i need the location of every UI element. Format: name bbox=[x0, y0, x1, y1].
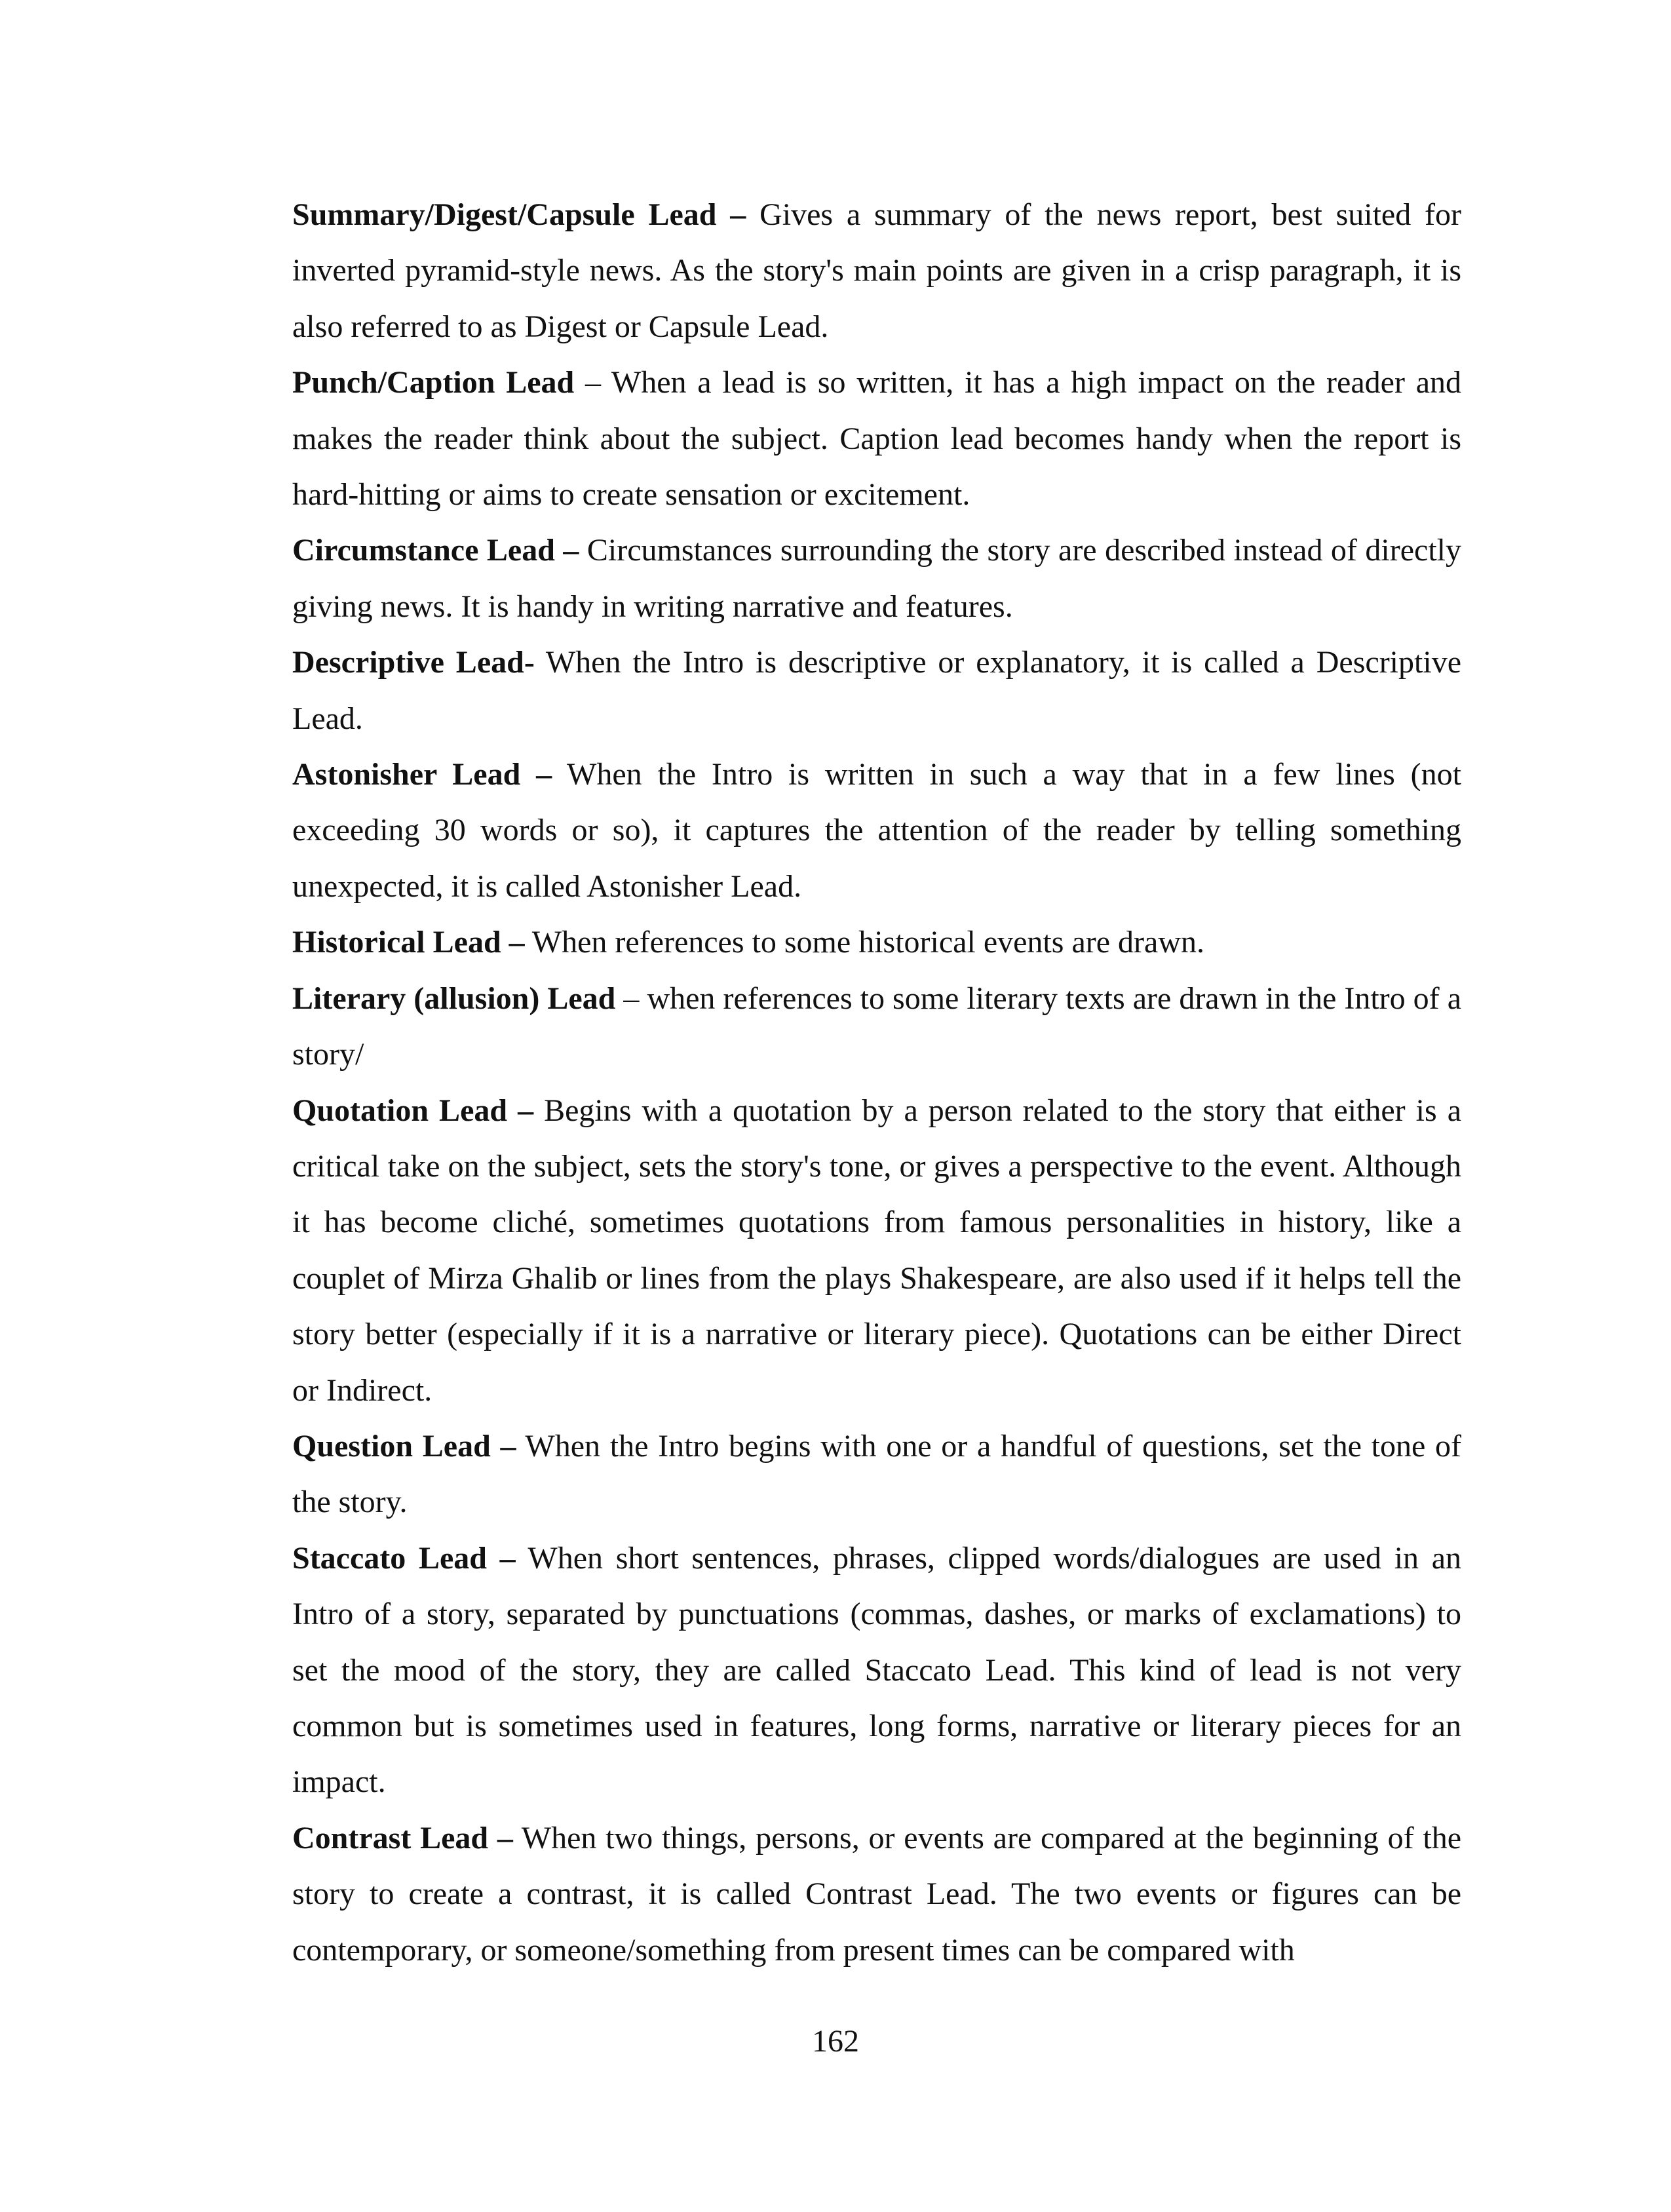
entry-term: Contrast Lead – bbox=[292, 1820, 513, 1855]
entry-historical-lead bbox=[292, 914, 1461, 970]
entry-quotation-lead bbox=[292, 1083, 1461, 1418]
entry-description: Gives a summary of the news report, best suited for inverted pyramid-style news. As the story's main points are given in a crisp paragraph, it is also referred to as Digest or Capsule Lead. bbox=[292, 197, 1461, 344]
entry-description: Begins with a quotation by a person related to the story that either is a critical take on the subject, sets the story's tone, or gives a perspective to the event. Although it has become cliché, sometimes quotations from famous personalities in history, like a couplet of Mirza Ghalib or lines from the plays Shakespeare, are also used if it helps tell the story better (especially if it is a narrative or literary piece). Quotations can be either Direct or Indirect. bbox=[292, 1093, 1462, 1408]
entry-punch-lead bbox=[292, 355, 1461, 522]
page-number: 162 bbox=[812, 2024, 859, 2059]
entry-term: Staccato Lead – bbox=[292, 1540, 516, 1576]
entry-description: When two things, persons, or events are compared at the beginning of the story to create a contrast, it is called Contrast Lead. The two events or figures can be contemporary, or someone/something from present times can be compared with bbox=[292, 1820, 1462, 1968]
entry-term: Historical Lead – bbox=[292, 925, 525, 960]
entry-term: Astonisher Lead – bbox=[292, 757, 552, 792]
entry-term: Punch/Caption Lead bbox=[292, 365, 575, 400]
entry-description: When short sentences, phrases, clipped words/dialogues are used in an Intro of a story, separated by punctuations (commas, dashes, or marks of exclamations) to set the mood of the story, they are called Staccato Lead. This kind of lead is not very common but is sometimes used in features, long forms, narrative or literary pieces for an impact. bbox=[292, 1540, 1461, 1800]
entry-question-lead bbox=[292, 1418, 1461, 1530]
entry-summary-lead bbox=[292, 187, 1461, 355]
entry-literary-lead bbox=[292, 971, 1461, 1083]
entry-description: – when references to some literary texts are drawn in the Intro of a story/ bbox=[292, 980, 1462, 1072]
entry-circumstance-lead bbox=[292, 522, 1461, 634]
entry-term: Quotation Lead – bbox=[292, 1093, 534, 1128]
entry-descriptive-lead bbox=[292, 634, 1461, 747]
entry-term: Literary (allusion) Lead bbox=[292, 980, 616, 1016]
entry-description: When the Intro is written in such a way that in a few lines (not exceeding 30 words or so), it captures the attention of the reader by telling something unexpected, it is called Astonisher Lead. bbox=[292, 757, 1461, 904]
body-text bbox=[292, 187, 1461, 1978]
entry-astonisher-lead bbox=[292, 747, 1461, 914]
entry-term: Summary/Digest/Capsule Lead – bbox=[292, 197, 746, 232]
entry-description: When references to some historical events are drawn. bbox=[524, 925, 1204, 960]
entry-description: When the Intro is descriptive or explanatory, it is called a Descriptive Lead. bbox=[292, 645, 1461, 736]
entry-description: – When a lead is so written, it has a high impact on the reader and makes the reader think about the subject. Caption lead becomes handy when the report is hard-hitting or aims to create sensation or excitement. bbox=[292, 365, 1462, 513]
entry-description: When the Intro begins with one or a handful of questions, set the tone of the story. bbox=[292, 1428, 1461, 1520]
entry-contrast-lead bbox=[292, 1810, 1461, 1978]
entry-term: Circumstance Lead – bbox=[292, 533, 579, 568]
entry-term: Question Lead – bbox=[292, 1428, 516, 1464]
entry-staccato-lead bbox=[292, 1530, 1461, 1810]
entry-description: Circumstances surrounding the story are described instead of directly giving news. It is handy in writing narrative and features. bbox=[292, 533, 1461, 624]
entry-term: Descriptive Lead- bbox=[292, 645, 535, 680]
